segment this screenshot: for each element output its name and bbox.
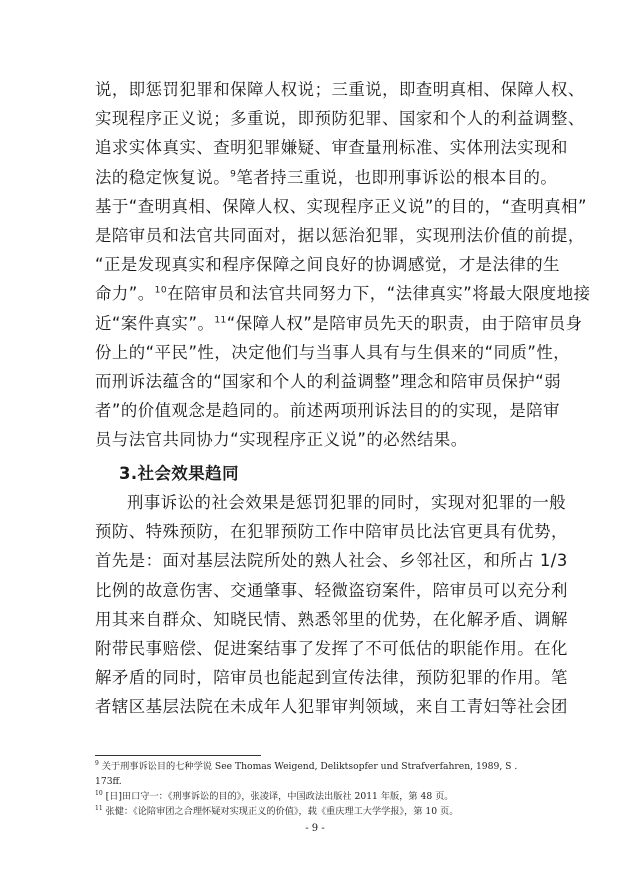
- line-text: 笔者持三重说，也即刑事诉讼的根本目的。: [236, 167, 558, 187]
- footnote-ref: 10: [154, 285, 168, 296]
- body-line: [95, 432, 468, 448]
- line-text: 刑事诉讼的社会效果是惩罚犯罪的同时，实现对犯罪的一般: [127, 493, 567, 512]
- line-text: “正是发现真实和程序保障之间良好的协调感觉，才是法律的生: [95, 255, 561, 275]
- section-line: [95, 670, 568, 686]
- line-text: 实现程序正义说；多重说，即预防犯罪、国家和个人的利益调整、: [95, 109, 585, 129]
- body-line: [95, 111, 585, 127]
- page-number: - 9 -: [305, 823, 325, 834]
- footnote: [95, 759, 518, 772]
- line-text: 而刑诉法蕴含的“国家和个人的利益调整”理念和陪审员保护“弱: [95, 372, 562, 391]
- footnote-divider: [95, 755, 261, 756]
- footnote: [95, 804, 459, 817]
- body-line: [95, 313, 583, 333]
- section-heading: 3.社会效果趋同: [119, 464, 239, 483]
- line-text: 员与法官共同协力“实现程序正义说”的必然结果。: [95, 430, 468, 450]
- footnote-ref: 11: [214, 315, 227, 326]
- footnote-text: 关于刑事诉讼目的七种学说 See Thomas Weigend, Deliktsopfer und Strafverfahren, 1989, S .: [101, 761, 518, 772]
- body-line: [95, 374, 561, 390]
- body-line: [95, 228, 585, 244]
- body-line: [95, 167, 558, 187]
- line-text: “保障人权”是陪审员先天的职责，由于陪审员身: [226, 313, 583, 333]
- line-text: 首先是：面对基层法院所处的熟人社会、乡邻社区，和所占 1/3: [95, 551, 568, 571]
- body-line: [95, 403, 560, 419]
- line-text: 比例的故意伤害、交通肇事、轻微盗窃案件，陪审员可以充分利: [95, 580, 568, 600]
- body-line: [95, 286, 590, 302]
- section-line: [95, 609, 568, 629]
- line-text: 附带民事赔偿、促进案结事了发挥了不可低估的职能作用。在化: [95, 639, 568, 658]
- line-text: 份上的“平民”性，决定他们与当事人具有与生俱来的“同质”性，: [95, 342, 571, 362]
- line-text: 命力”。: [95, 284, 155, 304]
- section-line: [95, 524, 568, 540]
- line-text: 解矛盾的同时，陪审员也能起到宣传法律，预防犯罪的作用。笔: [95, 668, 568, 688]
- body-line: [95, 257, 560, 273]
- section-line: [95, 699, 568, 715]
- footnote-mark: 10: [95, 789, 103, 797]
- body-line: [95, 140, 568, 156]
- line-text: 者辖区基层法院在未成年人犯罪审判领域，来自工青妇等社会团: [95, 697, 568, 717]
- footnote-text: 张健：《论陪审团之合理怀疑对实现正义的价值》，载《重庆理工大学学报》，第 10 页。: [105, 806, 459, 817]
- body-line: [95, 342, 571, 362]
- line-text: 在陪审员和法官共同努力下，“法律真实”将最大限度地接: [167, 284, 591, 304]
- section-line: [95, 580, 568, 600]
- section-line: [95, 553, 568, 569]
- line-text: 用其来自群众、知晓民情、熟悉邻里的优势，在化解矛盾、调解: [95, 609, 568, 629]
- body-line: [95, 196, 588, 216]
- body-line: [95, 82, 585, 98]
- line-text: 法的稳定恢复说。: [95, 167, 231, 187]
- footnote-mark: 9: [95, 759, 99, 767]
- line-text: 预防、特殊预防，在犯罪预防工作中陪审员比法官更具有优势，: [95, 522, 568, 542]
- footnote: [95, 777, 122, 786]
- line-text: 追求实体真实、查明犯罪嫌疑、审查量刑标准、实体刑法实现和: [95, 138, 568, 158]
- footnote-text: [日]田口守一：《刑事诉讼的目的》，张凌译，中国政法出版社 2011 年版，第 48 页。: [105, 791, 454, 802]
- line-text: 者”的价值观念是趋同的。前述两项刑诉法目的的实现，是陪审: [95, 401, 561, 421]
- section-line: [95, 641, 568, 657]
- footnote-text: 173ff.: [95, 776, 122, 787]
- line-text: 近“案件真实”。: [95, 313, 215, 333]
- line-text: 基于“查明真相、保障人权、实现程序正义说”的目的，“查明真相”: [95, 196, 588, 216]
- footnote-ref: 9: [230, 169, 237, 180]
- line-text: 是陪审员和法官共同面对，据以惩治犯罪，实现刑法价值的前提，: [95, 226, 585, 245]
- footnote: [95, 789, 454, 802]
- footnote-mark: 11: [95, 804, 103, 812]
- line-text: 说，即惩罚犯罪和保障人权说；三重说，即查明真相、保障人权、: [95, 80, 585, 99]
- section-line: [127, 495, 566, 511]
